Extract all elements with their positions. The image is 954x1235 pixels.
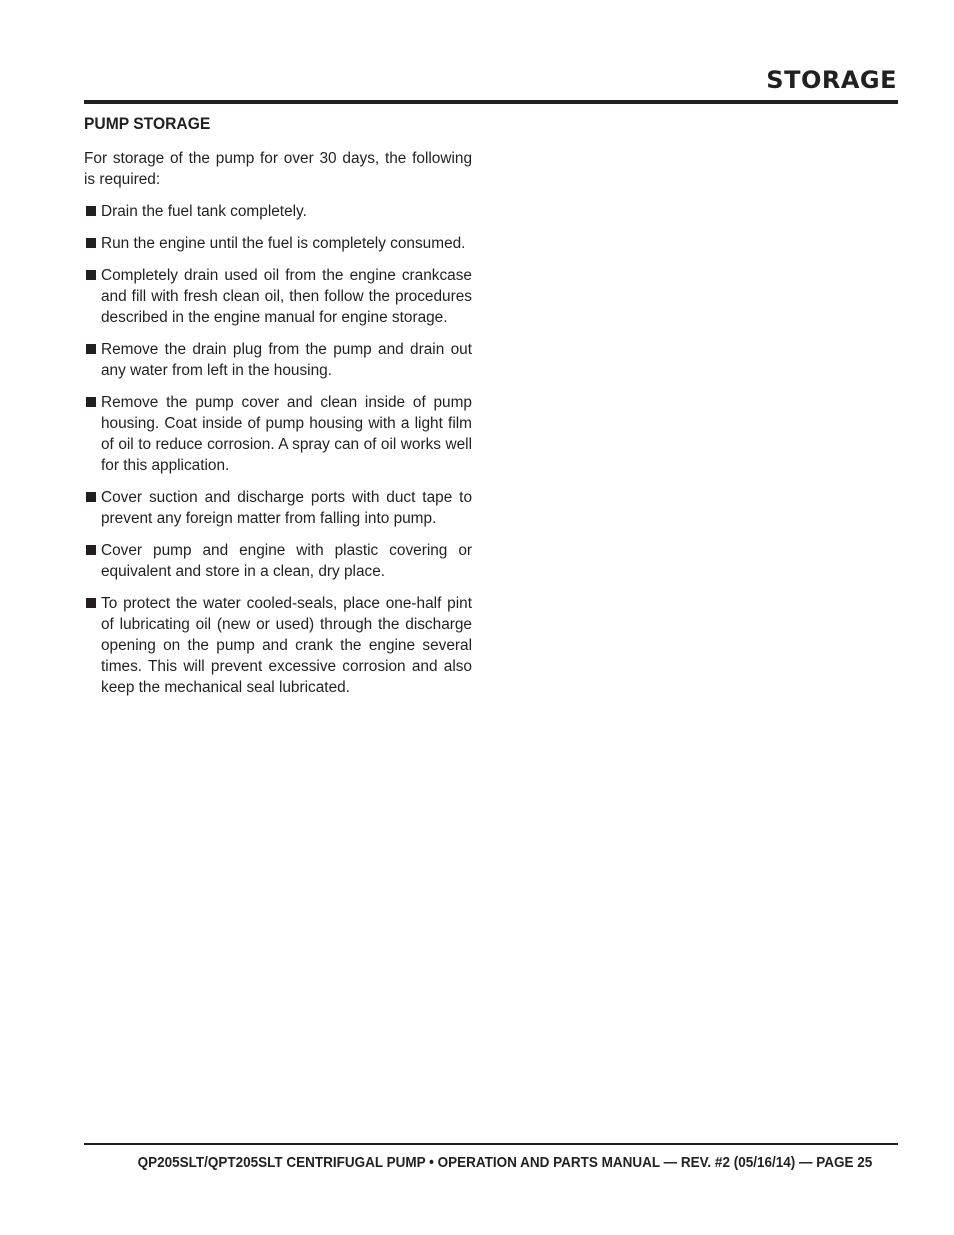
list-item-text: Cover pump and engine with plastic covering or equivalent and store in a clean, dry place.: [101, 542, 472, 580]
list-item: [84, 201, 472, 222]
square-bullet-icon: [86, 492, 96, 502]
storage-steps-list: [84, 201, 472, 698]
list-item: [84, 339, 472, 381]
list-item: [84, 392, 472, 476]
list-item: [84, 540, 472, 582]
square-bullet-icon: [86, 344, 96, 354]
list-item: [84, 487, 472, 529]
list-item: [84, 233, 472, 254]
list-item-text: Run the engine until the fuel is completely consumed.: [101, 235, 466, 252]
square-bullet-icon: [86, 545, 96, 555]
square-bullet-icon: [86, 206, 96, 216]
list-item: [84, 593, 472, 698]
square-bullet-icon: [86, 598, 96, 608]
list-item-text: To protect the water cooled-seals, place one-half pint of lubricating oil (new or used) through the discharge opening on the pump and crank the engine several times. This will prevent excessive corrosion and also keep the mechanical seal lubricated.: [101, 595, 472, 696]
main-column: [84, 112, 472, 709]
list-item-text: Remove the pump cover and clean inside of pump housing. Coat inside of pump housing with a light film of oil to reduce corrosion. A spray can of oil works well for this application.: [101, 394, 472, 474]
section-heading: PUMP STORAGE: [84, 114, 211, 133]
list-item-text: Cover suction and discharge ports with duct tape to prevent any foreign matter from falling into pump.: [101, 489, 472, 527]
list-item-text: Remove the drain plug from the pump and drain out any water from left in the housing.: [101, 341, 472, 379]
page-title: STORAGE: [766, 66, 897, 94]
square-bullet-icon: [86, 397, 96, 407]
intro-paragraph: For storage of the pump for over 30 days, the following is required:: [84, 150, 472, 188]
footer-divider: [84, 1143, 898, 1145]
list-item-text: Completely drain used oil from the engine crankcase and fill with fresh clean oil, then follow the procedures described in the engine manual for engine storage.: [101, 267, 472, 326]
list-item: [84, 265, 472, 328]
square-bullet-icon: [86, 270, 96, 280]
page-footer: QP205SLT/QPT205SLT CENTRIFUGAL PUMP • OPERATION AND PARTS MANUAL — REV. #2 (05/16/14) — PAGE 25: [137, 1154, 872, 1171]
list-item-text: Drain the fuel tank completely.: [101, 203, 307, 220]
square-bullet-icon: [86, 238, 96, 248]
title-divider: [84, 100, 898, 104]
